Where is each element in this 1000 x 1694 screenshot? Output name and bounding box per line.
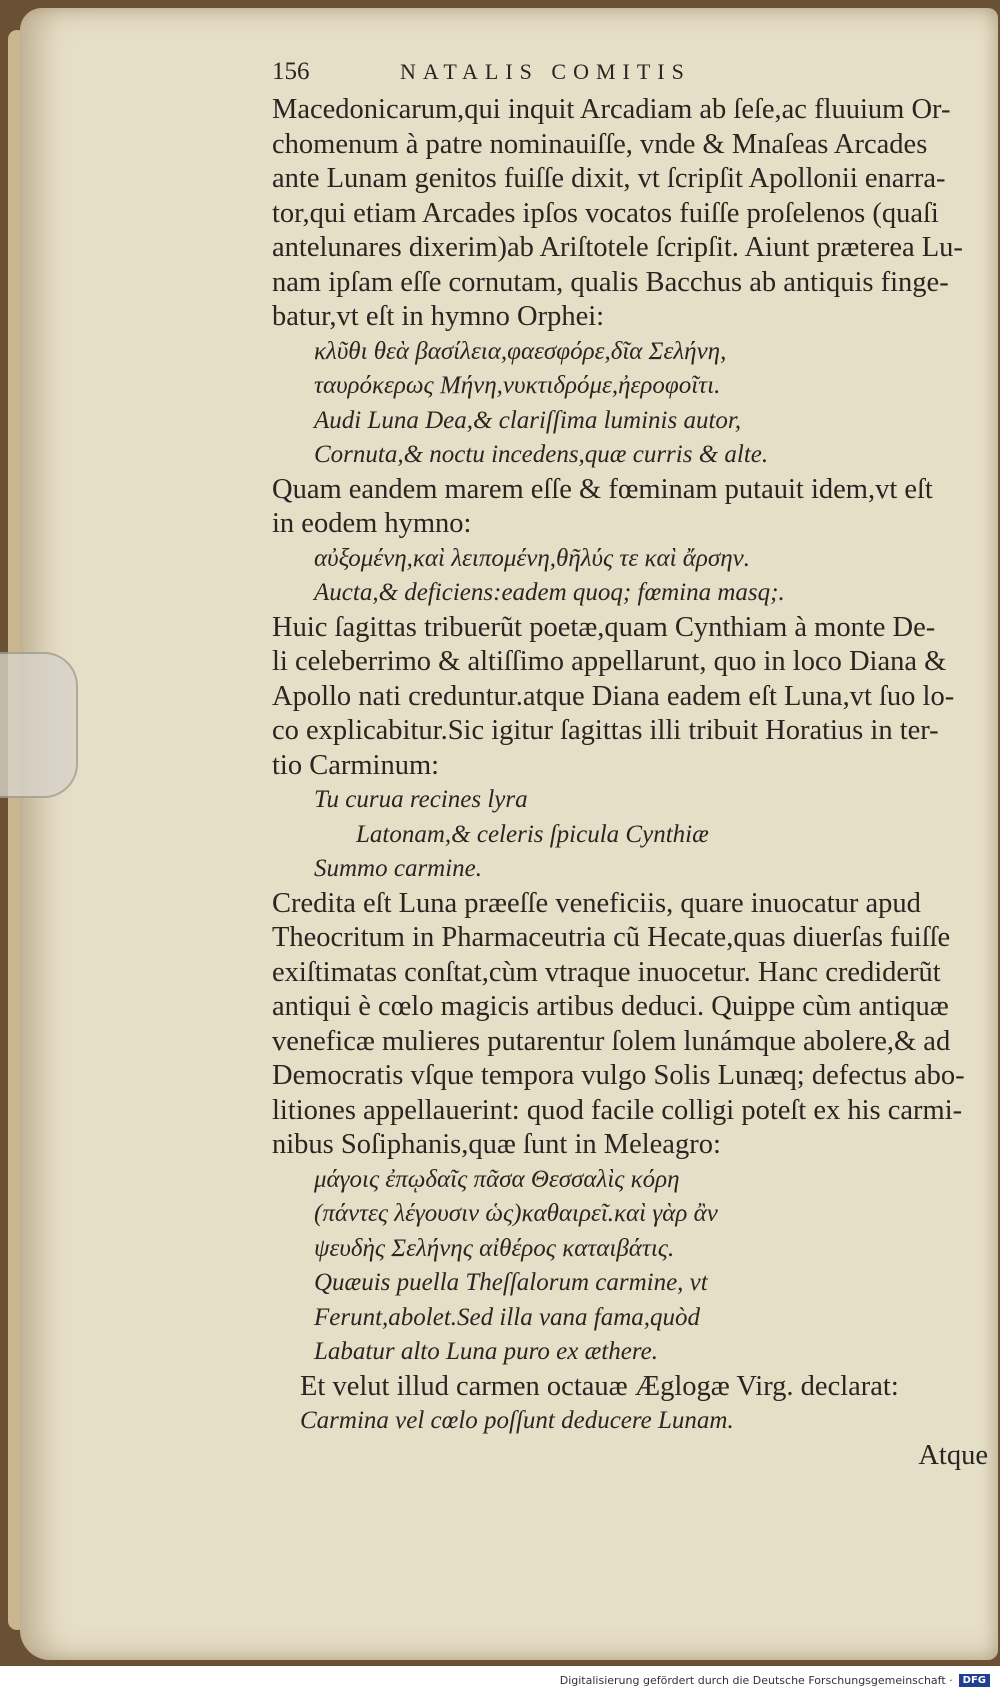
- greek-verse-line: μάγοις ἐπῳδαῖς πᾶσα Θεσσαλὶς κόρη: [314, 1165, 680, 1193]
- greek-verse-line: ψευδὴς Σελήνης αἰθέρος καταιβάτις.: [314, 1234, 675, 1262]
- text-line: ante Lunam genitos fuiſſe dixit, vt ſcripſit Apollonii enarra-: [272, 163, 946, 194]
- text-line: tor,qui etiam Arcades ipſos vocatos fuiſſe proſelenos (quaſi: [272, 197, 939, 229]
- text-line: Theocritum in Pharmaceutria cũ Hecate,quas diuerſas fuiſſe: [272, 922, 951, 953]
- text-line: antiqui è cœlo magicis artibus deduci. Quippe cùm antiquæ: [272, 991, 949, 1022]
- running-title: NATALIS COMITIS: [400, 59, 691, 84]
- text-line: nam ipſam eſſe cornutam, qualis Bacchus ab antiquis finge-: [272, 266, 949, 298]
- page-text: [272, 55, 988, 1473]
- text-line: Quam eandem marem eſſe & fœminam putauit idem,vt eſt: [272, 473, 933, 505]
- text-line: Et velut illud carmen octauæ Æglogæ Virg. declarat:: [300, 1370, 899, 1402]
- page-number: 156: [272, 58, 310, 85]
- page-clip: [0, 652, 78, 798]
- latin-verse-line: Audi Luna Dea,& clariſſima luminis autor,: [314, 406, 742, 434]
- latin-verse-line: Summo carmine.: [314, 855, 483, 882]
- catchword: Atque: [918, 1439, 988, 1471]
- greek-verse-line: ταυρόκερως Μήνη,νυκτιδρόμε,ἠεροφοῖτι.: [314, 372, 721, 399]
- text-line: batur,vt eſt in hymno Orphei:: [272, 301, 605, 332]
- text-line: litiones appellauerint: quod facile colligi poteſt ex his carmi-: [272, 1094, 963, 1126]
- text-line: nibus Soſiphanis,quæ ſunt in Meleagro:: [272, 1129, 721, 1160]
- text-line: veneficæ mulieres putarentur ſolem lunámque abolere,& ad: [272, 1025, 951, 1057]
- digitization-footer: [0, 1666, 1000, 1694]
- text-line: in eodem hymno:: [272, 508, 472, 539]
- greek-verse-line: κλῦθι θεὰ βασίλεια,φαεσφόρε,δῖα Σελήνη,: [314, 337, 727, 365]
- dfg-logo: DFG: [959, 1674, 990, 1687]
- text-line: co explicabitur.Sic igitur ſagittas illi tribuit Horatius in ter-: [272, 715, 939, 746]
- latin-verse-line: Cornuta,& noctu incedens,quæ curris & alte.: [314, 441, 769, 468]
- latin-verse-line: Labatur alto Luna puro ex æthere.: [314, 1338, 658, 1365]
- text-line: tio Carminum:: [272, 749, 440, 781]
- text-line: antelunares dixerim)ab Ariſtotele ſcripſit. Aiunt præterea Lu-: [272, 232, 963, 263]
- latin-verse-line: Aucta,& deficiens:eadem quoq; fœmina masq;.: [314, 579, 785, 606]
- text-line: Huic ſagittas tribuerũt poetæ,quam Cynthiam à monte De-: [272, 611, 936, 643]
- text-line: chomenum à patre nominauiſſe, vnde & Mnaſeas Arcades: [272, 128, 928, 160]
- text-line: Credita eſt Luna præeſſe veneficiis, quare inuocatur apud: [272, 887, 921, 919]
- latin-verse-line: Carmina vel cœlo poſſunt deducere Lunam.: [300, 1407, 734, 1434]
- page-header: [272, 55, 988, 93]
- text-line: li celeberrimo & altiſſimo appellarunt, quo in loco Diana &: [272, 646, 947, 677]
- text-line: Democratis vſque tempora vulgo Solis Lunæq; defectus abo-: [272, 1060, 965, 1091]
- footer-credit: Digitalisierung gefördert durch die Deutsche Forschungsgemeinschaft ·: [559, 1673, 953, 1687]
- greek-verse-line: (πάντες λέγουσιν ὡς)καθαιρεῖ.καὶ γὰρ ἂν: [314, 1200, 718, 1227]
- text-line: Macedonicarum,qui inquit Arcadiam ab ſeſe,ac fluuium Or-: [272, 94, 951, 125]
- latin-verse-line: Quæuis puella Theſſalorum carmine, vt: [314, 1269, 708, 1296]
- latin-verse-line: Latonam,& celeris ſpicula Cynthiæ: [356, 820, 709, 848]
- latin-verse-line: Tu curua recines lyra: [314, 786, 528, 813]
- latin-verse-line: Ferunt,abolet.Sed illa vana fama,quòd: [314, 1303, 701, 1331]
- text-line: Apollo nati creduntur.atque Diana eadem eſt Luna,vt ſuo lo-: [272, 680, 955, 712]
- greek-verse-line: αὐξομένη,καὶ λειπομένη,θῆλύς τε καὶ ἄρσην.: [314, 544, 750, 572]
- text-line: exiſtimatas conſtat,cùm vtraque inuocetur. Hanc crediderũt: [272, 956, 941, 988]
